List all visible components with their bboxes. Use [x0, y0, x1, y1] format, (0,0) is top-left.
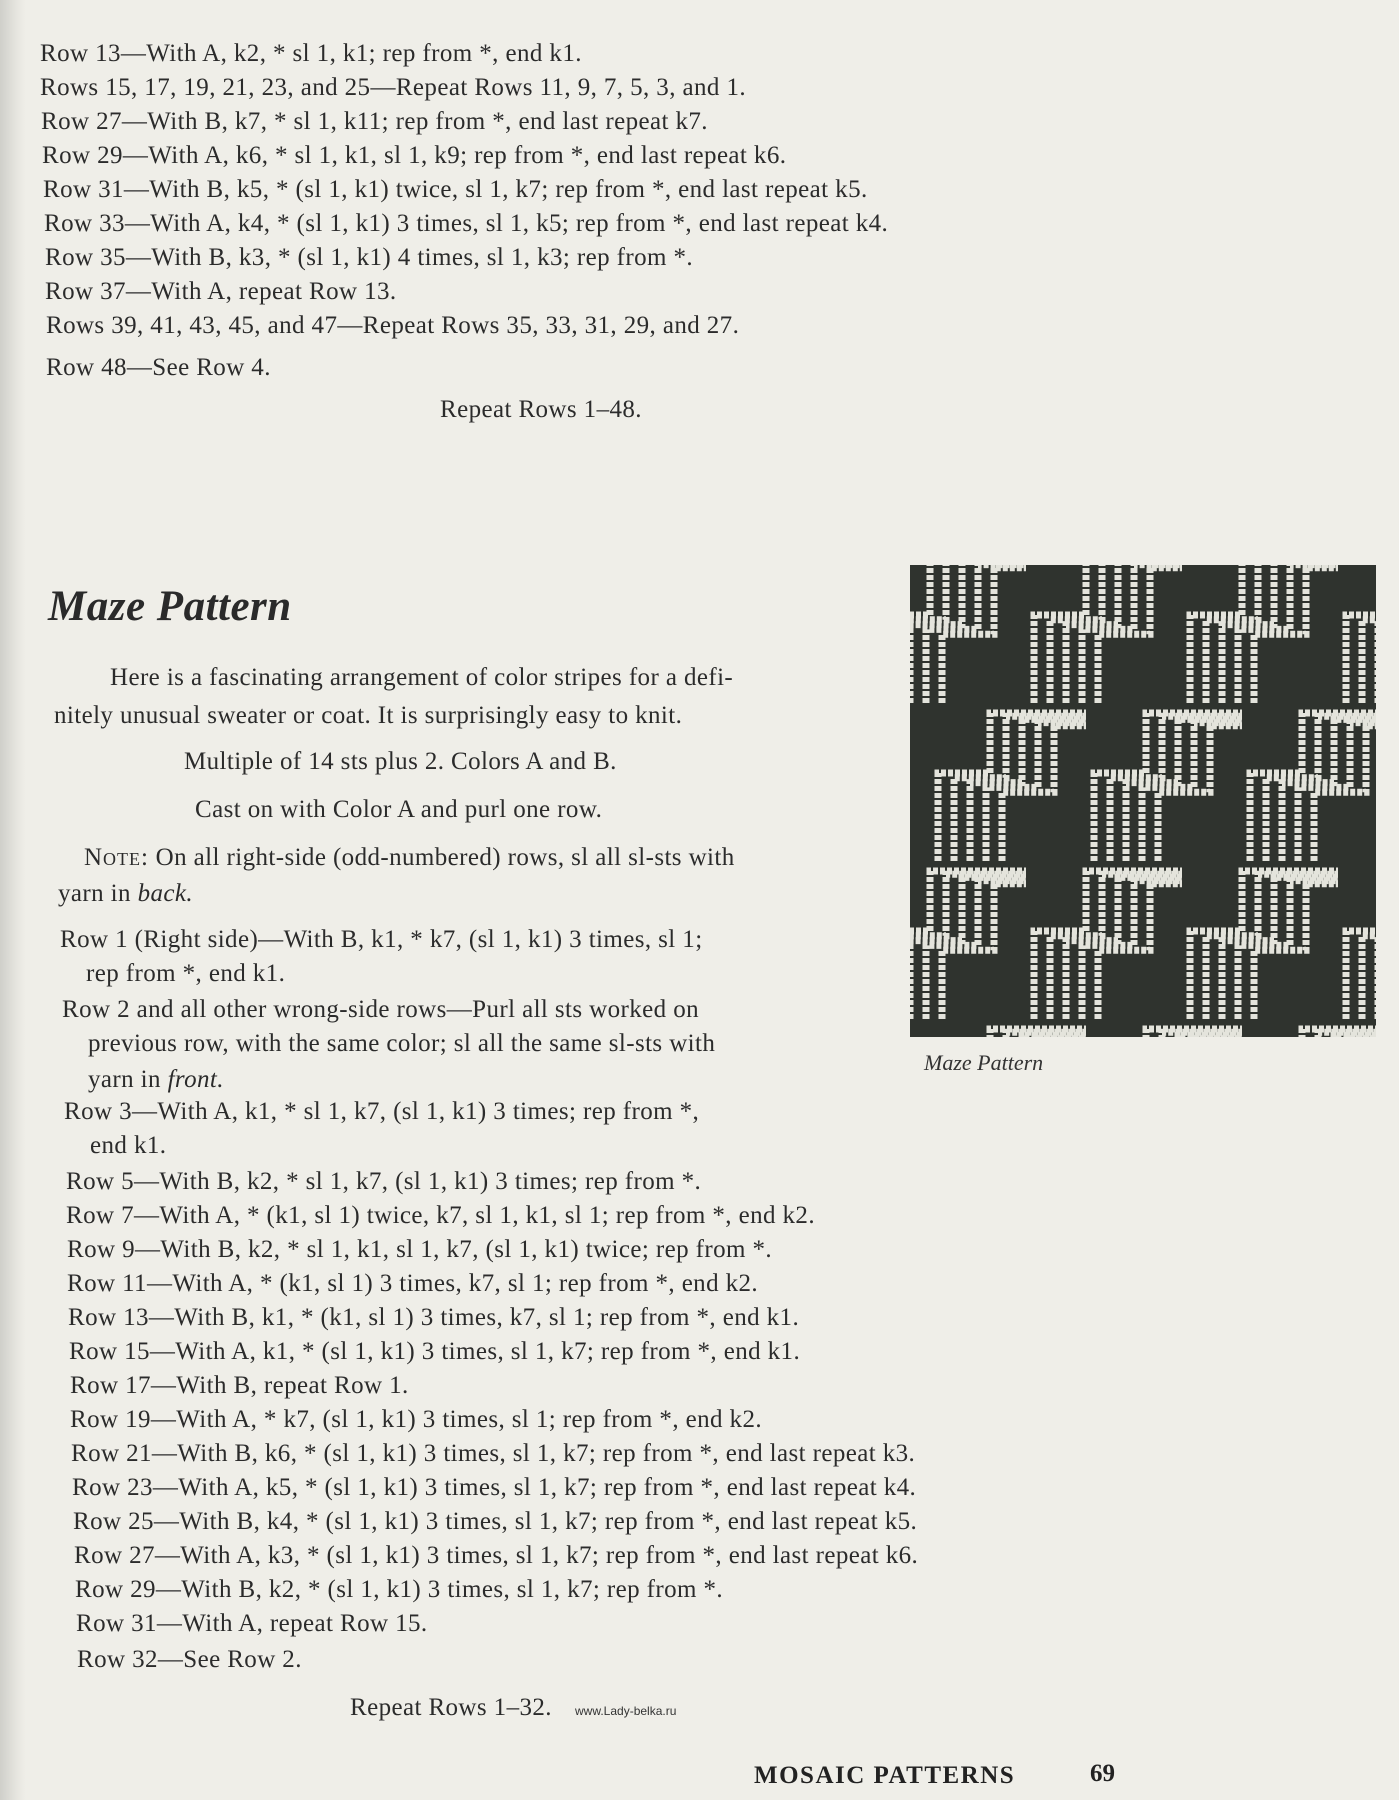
swatch-tile — [1094, 1029, 1242, 1037]
instruction-line: Row 33—With A, k4, * (sl 1, k1) 3 times, sl 1, k5; rep from *, end last repeat k4. — [44, 210, 889, 237]
instruction-line: Row 3—With A, k1, * sl 1, k7, (sl 1, k1) 3 times; rep from *, — [64, 1098, 700, 1125]
repeat-line: Repeat Rows 1–48. — [440, 396, 642, 423]
page-number: 69 — [1090, 1760, 1115, 1787]
instruction-line: Row 19—With A, * k7, (sl 1, k1) 3 times, sl 1; rep from *, end k2. — [70, 1406, 763, 1433]
instruction-line: Row 31—With A, repeat Row 15. — [76, 1610, 428, 1637]
swatch-tile — [1190, 871, 1338, 1019]
instruction-line: Row 17—With B, repeat Row 1. — [70, 1372, 409, 1399]
instruction-line: Row 1 (Right side)—With B, k1, * k7, (sl 1, k1) 3 times, sl 1; — [60, 926, 703, 953]
instruction-line: Row 27—With B, k7, * sl 1, k11; rep from *, end last repeat k7. — [41, 108, 708, 135]
yarn-stripe — [1362, 874, 1376, 1019]
instruction-line: Row 48—See Row 4. — [46, 354, 271, 381]
figure-caption: Maze Pattern — [924, 1050, 1044, 1075]
swatch-tile — [938, 713, 1086, 861]
yarn-stripe — [942, 884, 1026, 1019]
instruction-line: Row 2 and all other wrong-side rows—Purl all sts worked on — [62, 996, 700, 1023]
yarn-stripe — [1254, 884, 1338, 1019]
swatch-tile — [910, 565, 1026, 703]
instruction-line: rep from *, end k1. — [86, 960, 286, 987]
running-footer-title: MOSAIC PATTERNS — [754, 1762, 1016, 1789]
instruction-line: Rows 39, 41, 43, 45, and 47—Repeat Rows 35, 33, 31, 29, and 27. — [46, 312, 740, 339]
note-label: Note: — [84, 844, 149, 871]
watermark: www.Lady-belka.ru — [575, 1704, 677, 1718]
instruction-line: Row 37—With A, repeat Row 13. — [45, 278, 397, 305]
pattern-title: Maze Pattern — [48, 583, 292, 630]
instruction-line: Row 11—With A, * (k1, sl 1) 3 times, k7, sl 1; rep from *, end k2. — [67, 1270, 759, 1297]
instruction-line: Row 27—With A, k3, * (sl 1, k1) 3 times, sl 1, k7; rep from *, end last repeat k6. — [74, 1542, 919, 1569]
swatch-tile — [910, 871, 1026, 1019]
swatch-tile — [1094, 713, 1242, 861]
note-line: yarn in back. — [58, 880, 194, 907]
cast-on-line: Cast on with Color A and purl one row. — [195, 796, 603, 823]
page-binding-edge — [0, 0, 26, 1800]
instruction-line: Row 13—With B, k1, * (k1, sl 1) 3 times, k7, sl 1; rep from *, end k1. — [68, 1304, 800, 1331]
swatch-illustration — [910, 565, 1376, 1037]
yarn-stripe — [1362, 565, 1376, 703]
note-text: On all right-side (odd-numbered) rows, sl all sl-sts with — [155, 844, 735, 871]
instruction-line: Row 35—With B, k3, * (sl 1, k1) 4 times, sl 1, k3; rep from *. — [45, 244, 694, 271]
swatch-tile — [1034, 565, 1182, 703]
instruction-line: Row 29—With B, k2, * (sl 1, k1) 3 times, sl 1, k7; rep from *. — [75, 1576, 724, 1603]
instruction-line: Row 15—With A, k1, * (sl 1, k1) 3 times, sl 1, k7; rep from *, end k1. — [69, 1338, 801, 1365]
multiple-line: Multiple of 14 sts plus 2. Colors A and B. — [184, 748, 617, 775]
swatch-tile — [1346, 565, 1376, 703]
instruction-line: Rows 15, 17, 19, 21, 23, and 25—Repeat Rows 11, 9, 7, 5, 3, and 1. — [40, 74, 746, 101]
intro-line: Here is a fascinating arrangement of color stripes for a defi- — [110, 664, 734, 691]
yarn-stripe — [1098, 568, 1182, 703]
swatch-tile — [1034, 871, 1182, 1019]
instruction-line: Row 32—See Row 2. — [77, 1646, 302, 1673]
instruction-line: Row 25—With B, k4, * (sl 1, k1) 3 times, sl 1, k7; rep from *, end last repeat k5. — [73, 1508, 918, 1535]
yarn-stripe — [1254, 568, 1338, 703]
instruction-line: Row 9—With B, k2, * sl 1, k1, sl 1, k7, (sl 1, k1) twice; rep from *. — [67, 1236, 773, 1263]
yarn-stripe — [1314, 726, 1376, 861]
intro-line: nitely unusual sweater or coat. It is surprisingly easy to knit. — [54, 702, 683, 729]
yarn-stripe — [1098, 884, 1182, 1019]
maze-pattern-swatch-photo — [910, 565, 1376, 1037]
instruction-line: Row 31—With B, k5, * (sl 1, k1) twice, sl 1, k7; rep from *, end last repeat k5. — [43, 176, 868, 203]
instruction-line: Row 23—With A, k5, * (sl 1, k1) 3 times, sl 1, k7; rep from *, end last repeat k4. — [72, 1474, 917, 1501]
swatch-tile — [1250, 1029, 1376, 1037]
swatch-tile — [938, 1029, 1086, 1037]
instruction-line: Row 7—With A, * (k1, sl 1) twice, k7, sl 1, k1, sl 1; rep from *, end k2. — [66, 1202, 815, 1229]
instruction-line: Row 5—With B, k2, * sl 1, k7, (sl 1, k1) 3 times; rep from *. — [66, 1168, 702, 1195]
instruction-line: Row 13—With A, k2, * sl 1, k1; rep from *, end k1. — [40, 40, 582, 67]
yarn-stripe — [1002, 726, 1086, 861]
yarn-stripe — [942, 568, 1026, 703]
swatch-tile — [1346, 871, 1376, 1019]
yarn-stripe — [1346, 565, 1376, 703]
instruction-line: previous row, with the same color; sl all the same sl-sts with — [88, 1030, 716, 1057]
instruction-line: end k1. — [90, 1132, 167, 1159]
swatch-tile — [1250, 713, 1376, 861]
swatch-tile — [1190, 565, 1338, 703]
instruction-line: Row 21—With B, k6, * (sl 1, k1) 3 times, sl 1, k7; rep from *, end last repeat k3. — [71, 1440, 916, 1467]
note-line — [84, 842, 735, 874]
repeat-line: Repeat Rows 1–32. — [350, 1694, 552, 1721]
instruction-line: Row 29—With A, k6, * sl 1, k1, sl 1, k9; rep from *, end last repeat k6. — [42, 142, 787, 169]
yarn-stripe — [1158, 726, 1242, 861]
instruction-line: yarn in front. — [88, 1066, 224, 1093]
